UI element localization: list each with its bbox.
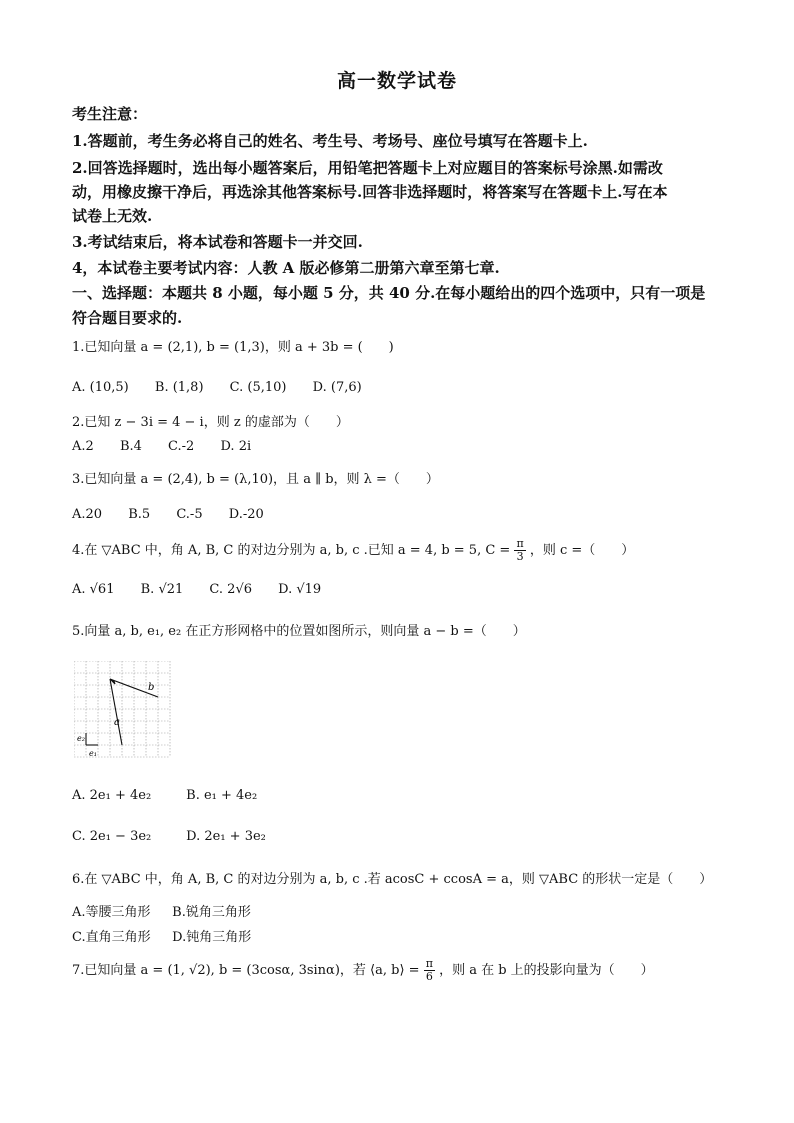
q5-option-a: A. 2e₁ + 4e₂ (72, 788, 152, 803)
vector-a-line (110, 679, 122, 745)
question-6-stem: 6.在 ▽ABC 中，角 A, B, C 的对边分别为 a, b, c .若 acosC + ccosA = a，则 ▽ABC 的形状一定是（ ） (72, 872, 713, 887)
q6-option-d: D.钝角三角形 (172, 930, 252, 945)
q3-option-c: C.-5 (176, 507, 203, 522)
q4-fraction (514, 538, 525, 563)
notice-item-2-cont: 动，用橡皮擦干净后，再选涂其他答案标号.回答非选择题时，将答案写在答题卡上.写在本 (72, 183, 668, 201)
question-5-options-row-1 (72, 786, 296, 806)
question-6-options-row-1 (72, 903, 268, 923)
q6-option-a: A.等腰三角形 (72, 905, 151, 920)
q7-frac-denominator: 6 (425, 970, 433, 983)
q1-option-b: B. (1,8) (154, 380, 204, 395)
q4-option-b: B. √21 (140, 582, 184, 597)
notice-item-2-end: 试卷上无效. (72, 207, 153, 225)
q7-stem-part-1: 7.已知向量 a = (1, √2), b = (3cosα, 3sinα)，若 ⟨a, b⟩ = (72, 963, 420, 978)
q3-option-d: D.-20 (228, 507, 264, 522)
q3-option-b: B.5 (128, 507, 151, 522)
q4-frac-denominator: 3 (516, 550, 524, 563)
vector-grid-figure (74, 661, 180, 762)
q6-option-b: B.锐角三角形 (172, 905, 251, 920)
notice-heading: 考生注意： (72, 105, 148, 123)
q2-option-b: B.4 (119, 439, 142, 454)
question-4-options (72, 580, 343, 600)
q1-option-d: D. (7,6) (312, 380, 362, 395)
question-1-stem: 1.已知向量 a = (2,1), b = (1,3)，则 a + 3b = ( ) (72, 340, 394, 355)
q3-option-a: A.20 (72, 507, 103, 522)
q1-option-c: C. (5,10) (229, 380, 287, 395)
q2-option-c: C.-2 (168, 439, 195, 454)
q2-option-a: A.2 (72, 439, 94, 454)
question-2-stem: 2.已知 z − 3i = 4 − i，则 z 的虚部为（ ） (72, 415, 349, 430)
question-5-stem: 5.向量 a, b, e₁, e₂ 在正方形网格中的位置如图所示，则向量 a − b =（ ） (72, 624, 526, 639)
q4-option-a: A. √61 (72, 582, 115, 597)
q4-stem-part-2: ，则 c =（ ） (529, 543, 635, 558)
q6-option-c: C.直角三角形 (72, 930, 151, 945)
page-title: 高一数学试卷 (336, 70, 457, 92)
notice-item-1: 1.答题前，考生务必将自己的姓名、考生号、考场号、座位号填写在答题卡上. (72, 132, 588, 150)
section-heading-cont: 符合题目要求的. (72, 309, 183, 327)
grid-diagram (74, 661, 180, 758)
q5-option-d: D. 2e₁ + 3e₂ (186, 829, 266, 844)
q4-frac-numerator: π (516, 537, 524, 550)
label-e2: e₂ (77, 734, 85, 743)
question-5-options-row-2 (72, 827, 296, 847)
question-3-stem: 3.已知向量 a = (2,4), b = (λ,10)，且 a ∥ b，则 λ =（ ） (72, 472, 439, 487)
notice-item-3: 3.考试结束后，将本试卷和答题卡一并交回. (72, 233, 363, 251)
q4-option-c: C. 2√6 (209, 582, 252, 597)
q5-option-b: B. e₁ + 4e₂ (186, 788, 258, 803)
q5-option-c: C. 2e₁ − 3e₂ (72, 829, 152, 844)
q4-stem-part-1: 4.在 ▽ABC 中，角 A, B, C 的对边分别为 a, b, c .已知 a = 4, b = 5, C = (72, 543, 511, 558)
q1-option-a: A. (10,5) (72, 380, 129, 395)
question-4-stem (72, 538, 634, 563)
notice-item-4: 4，本试卷主要考试内容：人教 A 版必修第二册第六章至第七章. (72, 259, 500, 277)
q2-option-d: D. 2i (220, 439, 252, 454)
section-heading: 一、选择题：本题共 8 小题，每小题 5 分，共 40 分.在每小题给出的四个选项中，只有一项是 (72, 284, 706, 302)
question-6-options-row-2 (72, 928, 268, 948)
question-1-options (72, 378, 384, 398)
question-2-options (72, 437, 273, 457)
q7-frac-numerator: π (425, 957, 433, 970)
q7-fraction (424, 958, 435, 983)
question-3-options (72, 505, 286, 525)
label-e1: e₁ (89, 749, 97, 758)
notice-item-2: 2.回答选择题时，选出每小题答案后，用铅笔把答题卡上对应题目的答案标号涂黑.如需改 (72, 159, 663, 177)
label-b: b (148, 682, 155, 693)
q4-option-d: D. √19 (278, 582, 322, 597)
label-a: a (114, 717, 120, 728)
question-7-stem (72, 958, 654, 983)
q7-stem-part-2: ，则 a 在 b 上的投影向量为（ ） (439, 963, 654, 978)
